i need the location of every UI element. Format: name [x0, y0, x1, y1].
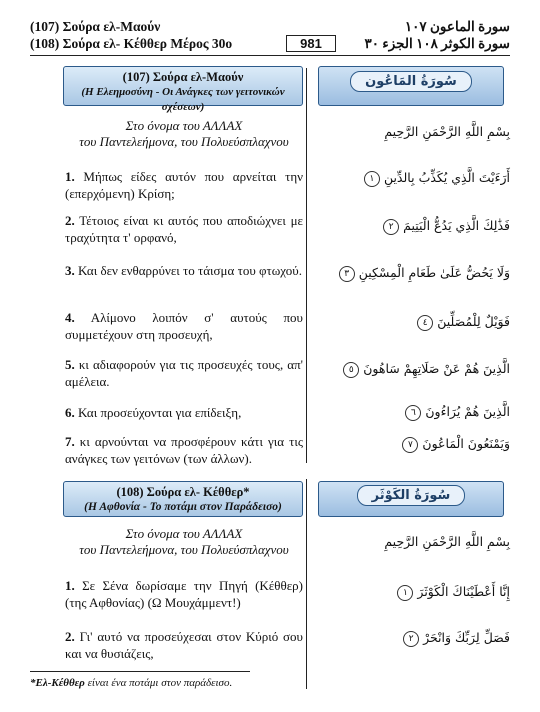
- surah107-subtitle: (Η Ελεημοσύνη - Οι Ανάγκες των γειτονικών σχέσεων): [81, 86, 285, 113]
- page-number: 981: [286, 35, 336, 52]
- surah107-verse-7: 7. κι αρνούνται να προσφέρουν κάτι για τις ανάγκες των γειτόνων (των άλλων).: [65, 434, 303, 466]
- surah108-subtitle: (Η Αφθονία - Το ποτάμι στον Παράδεισο): [84, 501, 282, 513]
- header-divider: [30, 55, 510, 56]
- surah107-verse-6-ar: الَّذِينَ هُمْ يُرَاءُونَ ٦: [320, 404, 510, 421]
- header-surah107-label: (107) Σούρα ελ-Μαούν: [30, 19, 161, 34]
- surah107-verse-3: 3. Και δεν ενθαρρύνει το τάισμα του φτωχού.: [65, 263, 302, 278]
- header-arabic-line2: سورة الكوثر ١٠٨ الجزء ٣٠: [364, 36, 510, 51]
- surah108-calligraphy: سُورَةُ الكَوْثَر: [357, 485, 466, 506]
- surah107-banner: [63, 66, 303, 113]
- footnote-divider: [30, 671, 250, 672]
- surah107-verse-1: 1. Μήπως είδες αυτόν που αρνείται την (επερχόμενη) Κρίση;: [65, 169, 303, 201]
- surah107-verse-1-ar: أَرَءَيْتَ الَّذِي يُكَذِّبُ بِالدِّينِ ١: [320, 170, 510, 187]
- column-divider-2: [306, 479, 307, 689]
- surah108-basmala-ar: بِسْمِ اللَّهِ الرَّحْمَنِ الرَّحِيمِ: [384, 534, 510, 549]
- surah108-banner: [63, 481, 303, 517]
- surah107-calligraphy: سُورَةُ المَاعُون: [350, 71, 472, 92]
- surah108-verse-2: 2. Γι' αυτό να προσεύχεσαι στον Κύριό σου και να θυσιάζεις,: [65, 629, 303, 661]
- surah107-verse-4: 4. Αλίμονο λοιπόν σ' αυτούς που συμμετέχουν στη προσευχή,: [65, 310, 303, 342]
- surah108-calligraphy-box: [318, 481, 504, 517]
- surah107-calligraphy-box: [318, 66, 504, 106]
- surah107-verse-7-ar: وَيَمْنَعُونَ الْمَاعُونَ ٧: [320, 436, 510, 453]
- surah107-basmala-gr-1: Στο όνομα του ΑΛΛΑΧ: [125, 118, 243, 133]
- surah108-title: (108) Σούρα ελ- Κέθθερ*: [116, 485, 250, 499]
- surah107-verse-5-ar: الَّذِينَ هُمْ عَنْ صَلَاتِهِمْ سَاهُونَ ٥: [320, 361, 510, 378]
- surah107-verse-3-ar: وَلَا يَحُضُّ عَلَىٰ طَعَامِ الْمِسْكِينِ ٣: [320, 265, 510, 282]
- surah107-verse-2: 2. Τέτοιος είναι κι αυτός που αποδιώχνει με τραχύτητα τ' ορφανό,: [65, 213, 303, 245]
- surah107-verse-2-ar: فَذَٰلِكَ الَّذِي يَدُعُّ الْيَتِيمَ ٢: [320, 218, 510, 235]
- surah108-basmala-gr-2: του Παντελεήμονα, του Πολυεύσπλαχνου: [79, 542, 289, 557]
- surah107-verse-5: 5. κι αδιαφορούν για τις προσευχές τους, απ' αμέλεια.: [65, 357, 303, 389]
- surah107-basmala-gr-2: του Παντελεήμονα, του Πολυεύσπλαχνου: [79, 134, 289, 149]
- surah108-verse-2-ar: فَصَلِّ لِرَبِّكَ وَانْحَرْ ٢: [320, 630, 510, 647]
- surah107-title: (107) Σούρα ελ-Μαούν: [122, 70, 244, 84]
- surah107-verse-4-ar: فَوَيْلٌ لِلْمُصَلِّينَ ٤: [320, 314, 510, 331]
- surah107-basmala-ar: بِسْمِ اللَّهِ الرَّحْمَنِ الرَّحِيمِ: [384, 124, 510, 139]
- header-arabic-line1: سورة الماعون ١٠٧: [404, 19, 510, 34]
- surah108-basmala-gr-1: Στο όνομα του ΑΛΛΑΧ: [125, 526, 243, 541]
- surah107-verse-6: 6. Και προσεύχονται για επίδειξη,: [65, 405, 242, 420]
- surah108-verse-1-ar: إِنَّا أَعْطَيْنَاكَ الْكَوْثَرَ ١: [320, 584, 510, 601]
- surah108-verse-1: 1. Σε Σένα δωρίσαμε την Πηγή (Κέθθερ) (της Αφθονίας) (Ω Μουχάμμεντ!): [65, 578, 303, 610]
- footnote: *Ελ-Κέθθερ είναι ένα ποτάμι στον παράδεισο.: [30, 677, 233, 689]
- header-surah108-label: (108) Σούρα ελ- Κέθθερ Μέρος 30ο: [30, 36, 233, 51]
- column-divider-1: [306, 68, 307, 463]
